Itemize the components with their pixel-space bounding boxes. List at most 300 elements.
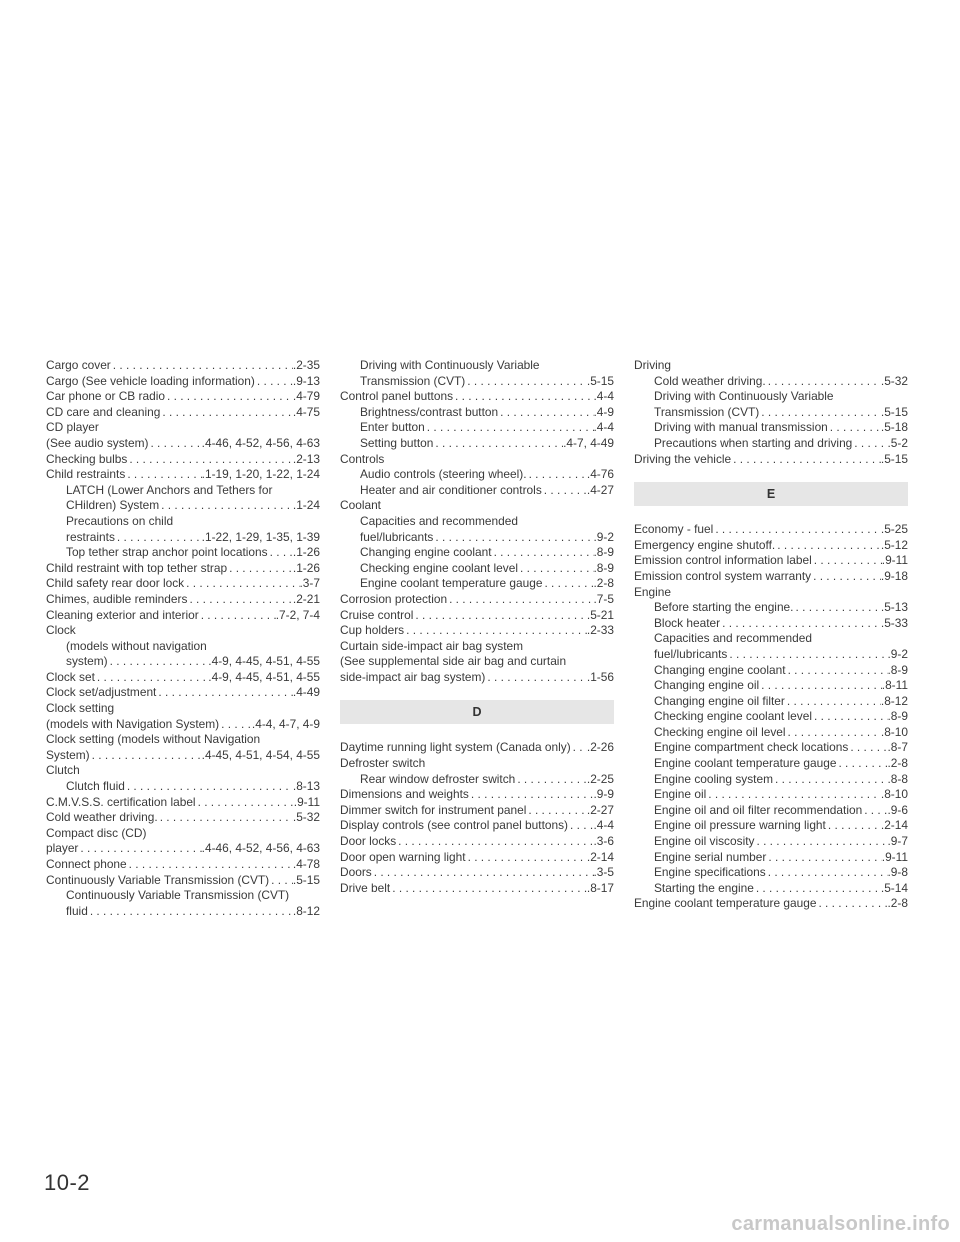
index-entry [634, 405, 908, 421]
index-entry [46, 795, 320, 811]
entry-page-ref: .4-27 [586, 482, 614, 497]
entry-term: Connect phone [46, 857, 127, 871]
entry-term: Child restraint with top tether strap [46, 560, 228, 575]
entry-term: Driving with manual transmission [654, 420, 828, 435]
entry-page-ref: .9-7 [887, 834, 908, 849]
dot-leader [78, 841, 201, 857]
dot-leader [811, 569, 881, 585]
entry-term: Heater and air conditioner controls [360, 482, 542, 497]
dot-leader [766, 374, 881, 390]
index-entry [634, 663, 908, 679]
page-number: 10-2 [44, 1170, 91, 1195]
entry-term: Compact disc (CD) [46, 825, 147, 840]
entry-term: Top tether strap anchor point locations [66, 545, 268, 560]
index-entry [46, 701, 320, 717]
entry-term: Clock set [46, 669, 95, 684]
entry-page-ref: .5-15 [880, 451, 908, 466]
entry-page-ref: .5-15 [880, 404, 908, 419]
entry-term: Emission control information label [634, 553, 812, 568]
index-entry [634, 818, 908, 834]
dot-leader [90, 748, 202, 764]
entry-page-ref: .9-11 [293, 794, 320, 809]
entry-page-ref: .4-79 [292, 389, 320, 404]
entry-page-ref: .9-11 [881, 849, 908, 864]
entry-page-ref: .8-7 [887, 740, 908, 755]
dot-leader [453, 389, 593, 405]
entry-page-ref: .2-8 [887, 896, 908, 911]
index-entry [634, 616, 908, 632]
index-entry [634, 585, 908, 601]
entry-term: Continuously Variable Transmission (CVT) [46, 872, 270, 887]
entry-term: C.M.V.S.S. certification label [46, 794, 196, 809]
entry-term: Clock setting [46, 701, 115, 716]
index-entry [46, 389, 320, 405]
entry-page-ref: .5-25 [880, 522, 908, 537]
index-entry [46, 888, 320, 904]
entry-term: Controls [340, 451, 385, 466]
index-column-1 [46, 358, 320, 919]
dot-leader [390, 881, 587, 897]
entry-page-ref: .8-10 [880, 724, 908, 739]
entry-term: Control panel buttons [340, 389, 454, 404]
index-entry [46, 779, 320, 795]
index-entry [634, 452, 908, 468]
entry-page-ref: .8-12 [880, 693, 908, 708]
entry-term: System) [46, 747, 90, 762]
index-entry [340, 654, 614, 670]
entry-page-ref: .1-26 [292, 560, 320, 575]
index-entry [340, 772, 614, 788]
entry-page-ref: .9-2 [593, 529, 614, 544]
entry-page-ref: .5-32 [292, 810, 320, 825]
index-entry [46, 405, 320, 421]
dot-leader [826, 818, 881, 834]
entry-term: Engine cooling system [654, 771, 773, 786]
index-entry [46, 857, 320, 873]
index-entry [634, 740, 908, 756]
entry-term: Drive belt [340, 880, 391, 895]
entry-term: Before starting the engine. [654, 600, 794, 615]
index-entry [340, 623, 614, 639]
dot-leader [160, 405, 293, 421]
entry-page-ref: .8-9 [887, 709, 908, 724]
index-entry [634, 834, 908, 850]
index-column-3 [634, 358, 908, 912]
entry-page-ref: .5-32 [880, 373, 908, 388]
entry-term: Clutch [46, 763, 80, 778]
entry-term: (models with Navigation System) [46, 716, 220, 731]
entry-term: Changing engine coolant [360, 545, 492, 560]
entry-term: CD care and cleaning [46, 404, 161, 419]
entry-page-ref: .4-46, 4-52, 4-56, 4-63 [201, 435, 320, 450]
dot-leader [255, 374, 293, 390]
entry-page-ref: .1-22, 1-29, 1-35, 1-39 [201, 529, 320, 544]
index-entry [634, 538, 908, 554]
index-entry [634, 374, 908, 390]
index-entry [634, 881, 908, 897]
index-entry [46, 810, 320, 826]
entry-term: Checking bulbs [46, 451, 128, 466]
entry-page-ref: .9-8 [887, 865, 908, 880]
dot-leader [425, 420, 594, 436]
index-entry [340, 818, 614, 834]
index-entry [46, 420, 320, 436]
section-header: E [634, 482, 908, 506]
index-entry [46, 748, 320, 764]
index-entry [46, 545, 320, 561]
entry-page-ref: .2-14 [586, 849, 614, 864]
entry-term: Enter button [360, 420, 425, 435]
dot-leader [785, 694, 881, 710]
entry-page-ref: .9-2 [887, 646, 908, 661]
entry-term: system) [66, 654, 108, 669]
entry-page-ref: .5-2 [887, 435, 908, 450]
index-entry [340, 740, 614, 756]
dot-leader [127, 857, 293, 873]
entry-page-ref: .4-4 [593, 420, 614, 435]
dot-leader [812, 709, 888, 725]
entry-term: Rear window defroster switch [360, 771, 516, 786]
entry-page-ref: .4-78 [292, 857, 320, 871]
dot-leader [568, 818, 593, 834]
dot-leader [754, 834, 887, 850]
entry-page-ref: .8-12 [292, 903, 320, 918]
dot-leader [836, 756, 887, 772]
index-entry [46, 452, 320, 468]
index-entry [46, 904, 320, 920]
dot-leader [759, 678, 882, 694]
index-entry [46, 670, 320, 686]
index-entry [46, 841, 320, 857]
entry-term: Engine serial number [654, 849, 767, 864]
index-entry [340, 498, 614, 514]
entry-term: (models without navigation [66, 638, 207, 653]
index-entry [46, 514, 320, 530]
index-entry [340, 436, 614, 452]
entry-term: Dimmer switch for instrument panel [340, 802, 527, 817]
dot-leader [786, 725, 881, 741]
entry-page-ref: .4-76 [586, 467, 614, 482]
index-entry [340, 670, 614, 686]
index-entry [46, 358, 320, 374]
entry-term: Economy - fuel [634, 522, 714, 537]
entry-term: CD player [46, 420, 99, 435]
dot-leader [812, 553, 882, 569]
dot-leader [125, 779, 293, 795]
entry-page-ref: .5-18 [880, 420, 908, 435]
entry-term: Coolant [340, 498, 381, 513]
entry-page-ref: .9-9 [593, 787, 614, 802]
index-entry [340, 787, 614, 803]
index-entry [634, 850, 908, 866]
dot-leader [111, 358, 293, 374]
dot-leader [862, 803, 887, 819]
index-entry [634, 389, 908, 405]
dot-leader [465, 374, 587, 390]
entry-term: Capacities and recommended [654, 631, 812, 646]
entry-term: player [46, 841, 79, 856]
entry-page-ref: .8-13 [292, 779, 320, 794]
dot-leader [773, 772, 888, 788]
entry-term: Changing engine coolant [654, 662, 786, 677]
entry-page-ref: .4-46, 4-52, 4-56, 4-63 [201, 841, 320, 856]
entry-term: Emission control system warranty [634, 568, 812, 583]
entry-term: Daytime running light system (Canada only) [340, 740, 571, 755]
dot-leader [793, 600, 880, 616]
index-entry [46, 436, 320, 452]
entry-page-ref: .5-33 [880, 615, 908, 630]
index-entry [634, 420, 908, 436]
entry-term: Precautions on child [66, 513, 174, 528]
index-entry [340, 608, 614, 624]
entry-term: Driving the vehicle [634, 451, 732, 466]
dot-leader [766, 850, 881, 866]
index-entry [340, 420, 614, 436]
entry-page-ref: .2-8 [887, 756, 908, 771]
entry-term: Engine coolant temperature gauge [634, 896, 817, 911]
dot-leader [526, 803, 587, 819]
entry-term: fluid [66, 903, 88, 918]
dot-leader [433, 436, 563, 452]
index-entry [46, 483, 320, 499]
dot-leader [766, 865, 888, 881]
index-entry [46, 826, 320, 842]
index-entry [46, 498, 320, 514]
entry-page-ref: .8-8 [887, 771, 908, 786]
entry-page-ref: .5-14 [880, 880, 908, 895]
dot-leader [269, 873, 293, 889]
entry-term: Clock setting (models without Navigation [46, 732, 261, 747]
entry-term: Cold weather driving. [46, 810, 158, 825]
dot-leader [127, 452, 293, 468]
entry-page-ref: .2-8 [593, 576, 614, 591]
entry-page-ref: .2-14 [880, 818, 908, 833]
entry-page-ref: .1-56 [586, 669, 614, 684]
entry-term: Changing engine oil filter [654, 693, 785, 708]
entry-term: fuel/lubricants [654, 646, 728, 661]
dot-leader [816, 896, 887, 912]
entry-term: Engine coolant temperature gauge [360, 576, 543, 591]
entry-page-ref: .4-4, 4-7, 4-9 [251, 716, 320, 731]
index-entry [340, 865, 614, 881]
index-entry [340, 405, 614, 421]
index-entry [634, 436, 908, 452]
dot-leader [775, 538, 881, 554]
entry-page-ref: .7-5 [593, 591, 614, 606]
entry-term: Door open warning light [340, 849, 466, 864]
index-entry [634, 358, 908, 374]
entry-page-ref: .2-25 [586, 771, 614, 786]
index-entry [634, 709, 908, 725]
watermark: carmanualsonline.info [731, 1213, 950, 1235]
entry-term: Emergency engine shutoff. [634, 537, 776, 552]
dot-leader [492, 545, 594, 561]
entry-term: Engine compartment check locations [654, 740, 849, 755]
entry-page-ref: .4-7, 4-49 [563, 435, 614, 450]
entry-term: Cold weather driving. [654, 373, 766, 388]
dot-leader [268, 545, 293, 561]
dot-leader [498, 405, 593, 421]
dot-leader [706, 787, 881, 803]
index-entry [634, 678, 908, 694]
index-entry [340, 850, 614, 866]
index-entry [634, 647, 908, 663]
entry-term: Clock set/adjustment [46, 685, 157, 700]
index-entry [340, 803, 614, 819]
index-entry [46, 717, 320, 733]
entry-term: Setting button [360, 435, 434, 450]
index-entry [634, 865, 908, 881]
index-entry [340, 389, 614, 405]
index-entry [634, 803, 908, 819]
index-entry [340, 530, 614, 546]
index-entry [340, 467, 614, 483]
dot-leader [447, 592, 593, 608]
dot-leader [372, 865, 594, 881]
entry-page-ref: .4-9 [593, 404, 614, 419]
entry-page-ref: .4-4 [593, 818, 614, 833]
entry-term: fuel/lubricants [360, 529, 434, 544]
entry-term: CHildren) System [66, 498, 160, 513]
entry-page-ref: .3-7 [299, 576, 320, 591]
entry-page-ref: .7-2, 7-4 [275, 607, 320, 622]
index-entry [340, 483, 614, 499]
index-entry [46, 561, 320, 577]
entry-term: Continuously Variable Transmission (CVT) [66, 888, 290, 903]
entry-page-ref: .9-11 [881, 553, 908, 568]
entry-page-ref: .4-9, 4-45, 4-51, 4-55 [208, 669, 320, 684]
entry-page-ref: .5-21 [586, 607, 614, 622]
dot-leader [542, 576, 593, 592]
dot-leader [485, 670, 587, 686]
entry-term: Cruise control [340, 607, 414, 622]
index-entry [634, 787, 908, 803]
entry-page-ref: .1-19, 1-20, 1-22, 1-24 [201, 467, 320, 482]
index-entry [46, 592, 320, 608]
entry-page-ref: .4-49 [292, 685, 320, 700]
entry-term: Transmission (CVT) [654, 404, 760, 419]
index-entry [46, 873, 320, 889]
dot-leader [848, 740, 887, 756]
entry-term: Display controls (see control panel buttons) [340, 818, 569, 833]
entry-term: Checking engine coolant level [360, 560, 518, 575]
entry-page-ref: .8-17 [586, 880, 614, 895]
dot-leader [786, 663, 888, 679]
entry-page-ref: .9-13 [292, 373, 320, 388]
entry-page-ref: .8-9 [593, 560, 614, 575]
entry-term: Cleaning exterior and interior [46, 607, 199, 622]
dot-leader [219, 717, 252, 733]
entry-term: Driving with Continuously Variable [360, 358, 540, 372]
entry-page-ref: .8-10 [880, 787, 908, 802]
entry-page-ref: .4-4 [593, 389, 614, 404]
dot-leader [413, 608, 587, 624]
index-entry [634, 896, 908, 912]
index-entry [634, 772, 908, 788]
index-entry [46, 530, 320, 546]
entry-term: Engine [634, 584, 672, 599]
entry-term: Starting the engine [654, 880, 754, 895]
dot-leader [713, 522, 881, 538]
dot-leader [199, 608, 276, 624]
index-entry [46, 576, 320, 592]
index-entry [634, 569, 908, 585]
dot-leader [156, 685, 293, 701]
entry-term: Transmission (CVT) [360, 373, 466, 388]
entry-page-ref: .2-13 [292, 451, 320, 466]
index-entry [340, 358, 614, 374]
entry-term: restraints [66, 529, 115, 544]
dot-leader [518, 561, 594, 577]
dot-leader [108, 654, 209, 670]
dot-leader [515, 772, 587, 788]
entry-term: Audio controls (steering wheel). [360, 467, 527, 482]
dot-leader [227, 561, 293, 577]
index-entry [340, 756, 614, 772]
index-entry [340, 592, 614, 608]
entry-term: (See audio system) [46, 435, 149, 450]
dot-leader [720, 616, 881, 632]
dot-leader [852, 436, 887, 452]
dot-leader [125, 467, 201, 483]
index-entry [46, 763, 320, 779]
index-entry [340, 834, 614, 850]
entry-page-ref: .9-18 [880, 568, 908, 583]
index-entry [46, 685, 320, 701]
entry-term: Child safety rear door lock [46, 576, 185, 591]
dot-leader [88, 904, 293, 920]
dot-leader [433, 530, 593, 546]
index-entry [340, 881, 614, 897]
dot-leader [571, 740, 587, 756]
entry-term: Chimes, audible reminders [46, 591, 188, 606]
dot-leader [727, 647, 887, 663]
dot-leader [542, 483, 587, 499]
entry-term: Doors [340, 865, 372, 880]
entry-page-ref: .8-9 [887, 662, 908, 677]
index-entry [340, 576, 614, 592]
index-entry [634, 631, 908, 647]
index-entry [634, 553, 908, 569]
entry-page-ref: .9-6 [887, 802, 908, 817]
entry-term: Engine oil and oil filter recommendation [654, 802, 863, 817]
dot-leader [187, 592, 292, 608]
entry-term: Precautions when starting and driving [654, 435, 853, 450]
entry-term: Engine specifications [654, 865, 766, 880]
entry-page-ref: .5-13 [880, 600, 908, 615]
entry-term: Defroster switch [340, 756, 426, 771]
entry-term: Curtain side-impact air bag system [340, 638, 524, 653]
dot-leader [196, 795, 294, 811]
dot-leader [165, 389, 293, 405]
entry-term: Changing engine oil [654, 678, 760, 693]
dot-leader [759, 405, 881, 421]
entry-term: (See supplemental side air bag and curtain [340, 654, 567, 669]
index-entry [340, 374, 614, 390]
entry-page-ref: .2-33 [586, 623, 614, 638]
entry-term: Clock [46, 623, 76, 638]
entry-term: Engine oil [654, 787, 707, 802]
dot-leader [469, 787, 594, 803]
entry-term: Driving [634, 358, 672, 372]
entry-term: Driving with Continuously Variable [654, 389, 834, 404]
index-entry [634, 694, 908, 710]
entry-term: Cup holders [340, 623, 405, 638]
index-entry [46, 467, 320, 483]
index-entry [634, 756, 908, 772]
index-entry [340, 639, 614, 655]
entry-term: side-impact air bag system) [340, 669, 486, 684]
